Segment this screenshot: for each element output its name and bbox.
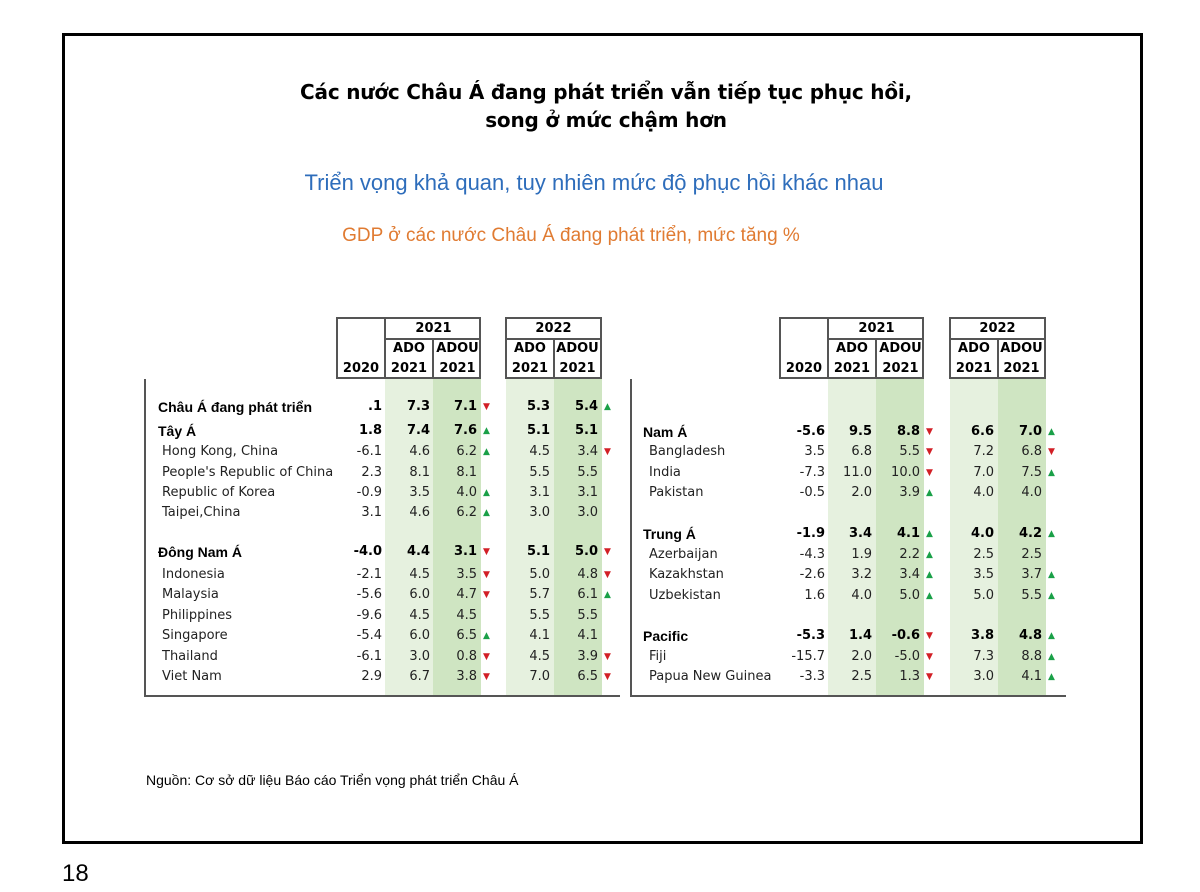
value-2020: -4.3	[799, 547, 825, 562]
value-adou-2021: 3.8	[456, 669, 477, 684]
down-triangle-icon: ▼	[483, 590, 490, 600]
value-2020: 1.8	[358, 423, 382, 438]
value-adou-2022: 3.1	[577, 485, 598, 500]
value-adou-2021: 8.8	[896, 424, 920, 439]
value-adou-2022: 6.1	[577, 587, 598, 602]
value-ado-2021: 2.0	[851, 649, 872, 664]
value-ado-2021: 2.5	[851, 669, 872, 684]
value-ado-2021: 6.7	[409, 669, 430, 684]
value-ado-2022: 5.3	[526, 399, 550, 414]
table-row	[630, 586, 1066, 606]
header-adou-year: 2021	[559, 361, 596, 376]
down-triangle-icon: ▼	[483, 547, 490, 557]
header-ado-year: 2021	[833, 361, 871, 376]
value-2020: -5.4	[356, 628, 382, 643]
value-ado-2022: 5.1	[526, 423, 550, 438]
table-row	[144, 503, 620, 523]
value-adou-2021: 3.9	[899, 485, 920, 500]
value-adou-2021: 7.6	[453, 423, 477, 438]
value-adou-2021: 0.8	[456, 649, 477, 664]
table-row	[144, 565, 620, 585]
title-line-2: song ở mức chậm hơn	[485, 108, 727, 132]
value-ado-2022: 5.1	[526, 544, 550, 559]
table-row	[144, 647, 620, 667]
value-ado-2021: 2.0	[851, 485, 872, 500]
value-ado-2021: 4.5	[409, 608, 430, 623]
down-triangle-icon: ▼	[483, 402, 490, 412]
economy-label: People's Republic of China	[162, 465, 334, 480]
value-adou-2021: 4.7	[456, 587, 477, 602]
page-number: 18	[62, 860, 89, 887]
value-2020: -0.5	[799, 485, 825, 500]
table-row	[630, 545, 1066, 565]
value-adou-2021: 4.1	[896, 526, 920, 541]
value-2020: -15.7	[791, 649, 825, 664]
up-triangle-icon: ▲	[483, 631, 490, 641]
value-adou-2022: 4.8	[577, 567, 598, 582]
value-adou-2022: 5.5	[577, 608, 598, 623]
value-adou-2022: 3.4	[577, 444, 598, 459]
header-ado: ADO	[514, 341, 546, 356]
header-year-2021: 2021	[858, 321, 895, 336]
value-ado-2021: 7.3	[406, 399, 430, 414]
header-2020: 2020	[785, 361, 823, 376]
value-ado-2021: 3.4	[848, 526, 872, 541]
value-adou-2022: 5.4	[574, 399, 598, 414]
value-2020: -5.6	[356, 587, 382, 602]
header-2021	[779, 317, 924, 379]
value-adou-2022: 4.2	[1018, 526, 1042, 541]
table-row	[144, 397, 620, 417]
header-adou-year: 2021	[882, 361, 919, 376]
value-adou-2021: 2.2	[899, 547, 920, 562]
value-ado-2022: 7.3	[973, 649, 994, 664]
value-ado-2022: 5.5	[529, 608, 550, 623]
value-adou-2021: 7.1	[453, 399, 477, 414]
up-triangle-icon: ▲	[926, 550, 933, 560]
value-ado-2021: 6.8	[851, 444, 872, 459]
down-triangle-icon: ▼	[604, 652, 611, 662]
slide-title	[0, 78, 1200, 134]
group-label: Pacific	[643, 628, 689, 644]
economy-label: Fiji	[649, 649, 667, 664]
table-row	[630, 442, 1066, 462]
down-triangle-icon: ▼	[604, 672, 611, 682]
table-row	[630, 565, 1066, 585]
value-ado-2021: 9.5	[848, 424, 872, 439]
down-triangle-icon: ▼	[483, 672, 490, 682]
economy-label: India	[649, 465, 681, 480]
economy-label: Thailand	[162, 649, 218, 664]
up-triangle-icon: ▲	[1048, 529, 1055, 539]
header-year-2022: 2022	[979, 321, 1016, 336]
value-adou-2022: 3.7	[1021, 567, 1042, 582]
up-triangle-icon: ▲	[1048, 652, 1055, 662]
value-ado-2021: 1.4	[848, 628, 872, 643]
value-adou-2021: -5.0	[894, 649, 920, 664]
value-ado-2022: 4.5	[529, 649, 550, 664]
value-adou-2021: 3.1	[453, 544, 477, 559]
value-2020: -6.1	[356, 444, 382, 459]
up-triangle-icon: ▲	[1048, 427, 1055, 437]
down-triangle-icon: ▼	[604, 547, 611, 557]
value-adou-2022: 5.0	[574, 544, 598, 559]
value-2020: -4.0	[353, 544, 382, 559]
value-adou-2021: 6.5	[456, 628, 477, 643]
down-triangle-icon: ▼	[926, 427, 933, 437]
header-ado-year: 2021	[511, 361, 549, 376]
group-label: Đông Nam Á	[158, 544, 242, 560]
economy-label: Bangladesh	[649, 444, 726, 459]
value-ado-2022: 7.0	[529, 669, 550, 684]
value-ado-2021: 3.5	[409, 485, 430, 500]
up-triangle-icon: ▲	[483, 488, 490, 498]
value-ado-2021: 8.1	[409, 465, 430, 480]
economy-label: Malaysia	[162, 587, 219, 602]
value-ado-2022: 7.2	[973, 444, 994, 459]
value-ado-2022: 2.5	[973, 547, 994, 562]
table-row	[630, 483, 1066, 503]
header-adou: ADOU	[1000, 341, 1043, 356]
header-ado: ADO	[836, 341, 868, 356]
header-year-2022: 2022	[535, 321, 572, 336]
value-ado-2022: 6.6	[970, 424, 994, 439]
up-triangle-icon: ▲	[483, 426, 490, 436]
header-2021	[336, 317, 481, 379]
value-adou-2022: 7.5	[1021, 465, 1042, 480]
header-2022	[505, 317, 602, 379]
header-adou-year: 2021	[439, 361, 476, 376]
header-ado: ADO	[393, 341, 425, 356]
value-adou-2022: 4.1	[577, 628, 598, 643]
down-triangle-icon: ▼	[604, 570, 611, 580]
value-adou-2021: 5.0	[899, 588, 920, 603]
header-adou: ADOU	[879, 341, 922, 356]
economy-label: Hong Kong, China	[162, 444, 279, 459]
up-triangle-icon: ▲	[1048, 591, 1055, 601]
economy-label: Singapore	[162, 628, 228, 643]
up-triangle-icon: ▲	[483, 508, 490, 518]
value-2020: -9.6	[356, 608, 382, 623]
down-triangle-icon: ▼	[483, 570, 490, 580]
up-triangle-icon: ▲	[926, 529, 933, 539]
header-ado-year: 2021	[390, 361, 428, 376]
value-ado-2021: 7.4	[406, 423, 430, 438]
value-2020: -5.3	[796, 628, 825, 643]
table-row	[630, 463, 1066, 483]
economy-label: Viet Nam	[162, 669, 222, 684]
value-ado-2022: 5.0	[973, 588, 994, 603]
value-2020: 2.3	[361, 465, 382, 480]
value-ado-2022: 5.7	[529, 587, 550, 602]
value-2020: -7.3	[799, 465, 825, 480]
value-adou-2021: 5.5	[899, 444, 920, 459]
value-adou-2022: 5.1	[574, 423, 598, 438]
value-adou-2021: 10.0	[891, 465, 920, 480]
economy-label: Azerbaijan	[649, 547, 718, 562]
value-adou-2022: 5.5	[577, 465, 598, 480]
value-ado-2022: 4.1	[529, 628, 550, 643]
value-adou-2022: 8.8	[1021, 649, 1042, 664]
table-row	[630, 524, 1066, 544]
table-title: GDP ở các nước Châu Á đang phát triển, mức tăng %	[342, 225, 800, 246]
table-row	[144, 667, 620, 687]
table-row	[630, 647, 1066, 667]
up-triangle-icon: ▲	[483, 447, 490, 457]
value-2020: 1.6	[804, 588, 825, 603]
header-adou: ADOU	[436, 341, 479, 356]
header-year-2021: 2021	[415, 321, 452, 336]
value-2020: -0.9	[356, 485, 382, 500]
value-2020: -2.6	[799, 567, 825, 582]
economy-label: Papua New Guinea	[649, 669, 772, 684]
value-2020: 3.1	[361, 505, 382, 520]
economy-label: Indonesia	[162, 567, 225, 582]
value-adou-2022: 4.0	[1021, 485, 1042, 500]
value-adou-2022: 3.9	[577, 649, 598, 664]
economy-label: Pakistan	[649, 485, 704, 500]
down-triangle-icon: ▼	[483, 652, 490, 662]
header-adou-year: 2021	[1003, 361, 1040, 376]
economy-label: Republic of Korea	[162, 485, 276, 500]
group-label: Châu Á đang phát triển	[158, 399, 312, 415]
up-triangle-icon: ▲	[1048, 672, 1055, 682]
table-row	[144, 421, 620, 441]
value-2020: -5.6	[796, 424, 825, 439]
gdp-table-right	[630, 317, 1066, 697]
value-2020: -2.1	[356, 567, 382, 582]
down-triangle-icon: ▼	[926, 447, 933, 457]
value-ado-2021: 6.0	[409, 587, 430, 602]
value-ado-2022: 4.0	[973, 485, 994, 500]
up-triangle-icon: ▲	[926, 570, 933, 580]
title-line-1: Các nước Châu Á đang phát triển vẫn tiếp tục phục hồi,	[300, 80, 912, 104]
value-ado-2021: 4.4	[406, 544, 430, 559]
header-2020: 2020	[342, 361, 380, 376]
source-note: Nguồn: Cơ sở dữ liệu Báo cáo Triển vọng phát triển Châu Á	[146, 772, 519, 788]
value-adou-2022: 3.0	[577, 505, 598, 520]
value-2020: 3.5	[804, 444, 825, 459]
value-adou-2022: 7.0	[1018, 424, 1042, 439]
table-row	[630, 626, 1066, 646]
value-adou-2022: 6.8	[1021, 444, 1042, 459]
header-adou: ADOU	[556, 341, 599, 356]
header-2022	[949, 317, 1046, 379]
value-adou-2021: 4.0	[456, 485, 477, 500]
value-ado-2022: 3.1	[529, 485, 550, 500]
value-ado-2022: 3.5	[973, 567, 994, 582]
up-triangle-icon: ▲	[604, 402, 611, 412]
table-row	[630, 422, 1066, 442]
up-triangle-icon: ▲	[1048, 570, 1055, 580]
value-2020: 2.9	[361, 669, 382, 684]
value-adou-2022: 4.8	[1018, 628, 1042, 643]
up-triangle-icon: ▲	[926, 488, 933, 498]
value-ado-2022: 3.0	[529, 505, 550, 520]
value-adou-2021: 6.2	[456, 505, 477, 520]
value-ado-2021: 6.0	[409, 628, 430, 643]
value-ado-2021: 11.0	[843, 465, 872, 480]
value-ado-2021: 4.6	[409, 444, 430, 459]
value-ado-2021: 1.9	[851, 547, 872, 562]
value-adou-2021: 3.4	[899, 567, 920, 582]
value-2020: -1.9	[796, 526, 825, 541]
table-row	[144, 463, 620, 483]
value-adou-2021: 6.2	[456, 444, 477, 459]
value-adou-2021: 1.3	[899, 669, 920, 684]
group-label: Nam Á	[643, 424, 688, 440]
group-label: Trung Á	[643, 526, 696, 542]
value-adou-2022: 2.5	[1021, 547, 1042, 562]
up-triangle-icon: ▲	[604, 590, 611, 600]
value-ado-2022: 7.0	[973, 465, 994, 480]
value-ado-2022: 5.5	[529, 465, 550, 480]
value-ado-2021: 4.0	[851, 588, 872, 603]
header-ado: ADO	[958, 341, 990, 356]
table-row	[144, 442, 620, 462]
value-ado-2022: 4.0	[970, 526, 994, 541]
down-triangle-icon: ▼	[926, 652, 933, 662]
value-adou-2022: 6.5	[577, 669, 598, 684]
value-ado-2022: 3.8	[970, 628, 994, 643]
down-triangle-icon: ▼	[926, 468, 933, 478]
table-row	[144, 626, 620, 646]
header-ado-year: 2021	[955, 361, 993, 376]
table-row	[144, 542, 620, 562]
group-label: Tây Á	[158, 423, 197, 439]
value-ado-2021: 4.6	[409, 505, 430, 520]
value-2020: -6.1	[356, 649, 382, 664]
value-ado-2022: 5.0	[529, 567, 550, 582]
value-ado-2022: 3.0	[973, 669, 994, 684]
value-adou-2022: 4.1	[1021, 669, 1042, 684]
value-ado-2021: 3.0	[409, 649, 430, 664]
up-triangle-icon: ▲	[1048, 631, 1055, 641]
table-row	[144, 483, 620, 503]
economy-label: Uzbekistan	[649, 588, 721, 603]
down-triangle-icon: ▼	[1048, 447, 1055, 457]
value-ado-2022: 4.5	[529, 444, 550, 459]
table-row	[144, 606, 620, 626]
slide-subtitle: Triển vọng khả quan, tuy nhiên mức độ phục hồi khác nhau	[304, 170, 884, 195]
value-adou-2021: 4.5	[456, 608, 477, 623]
value-ado-2021: 4.5	[409, 567, 430, 582]
value-adou-2021: 8.1	[456, 465, 477, 480]
down-triangle-icon: ▼	[926, 631, 933, 641]
up-triangle-icon: ▲	[926, 591, 933, 601]
table-row	[144, 585, 620, 605]
down-triangle-icon: ▼	[604, 447, 611, 457]
down-triangle-icon: ▼	[926, 672, 933, 682]
value-adou-2021: -0.6	[891, 628, 920, 643]
economy-label: Taipei,China	[162, 505, 241, 520]
value-adou-2021: 3.5	[456, 567, 477, 582]
table-row	[630, 667, 1066, 687]
economy-label: Philippines	[162, 608, 233, 623]
value-2020: -3.3	[799, 669, 825, 684]
gdp-table-left	[144, 317, 620, 697]
value-adou-2022: 5.5	[1021, 588, 1042, 603]
up-triangle-icon: ▲	[1048, 468, 1055, 478]
value-ado-2021: 3.2	[851, 567, 872, 582]
economy-label: Kazakhstan	[649, 567, 724, 582]
value-2020: .1	[368, 399, 382, 414]
